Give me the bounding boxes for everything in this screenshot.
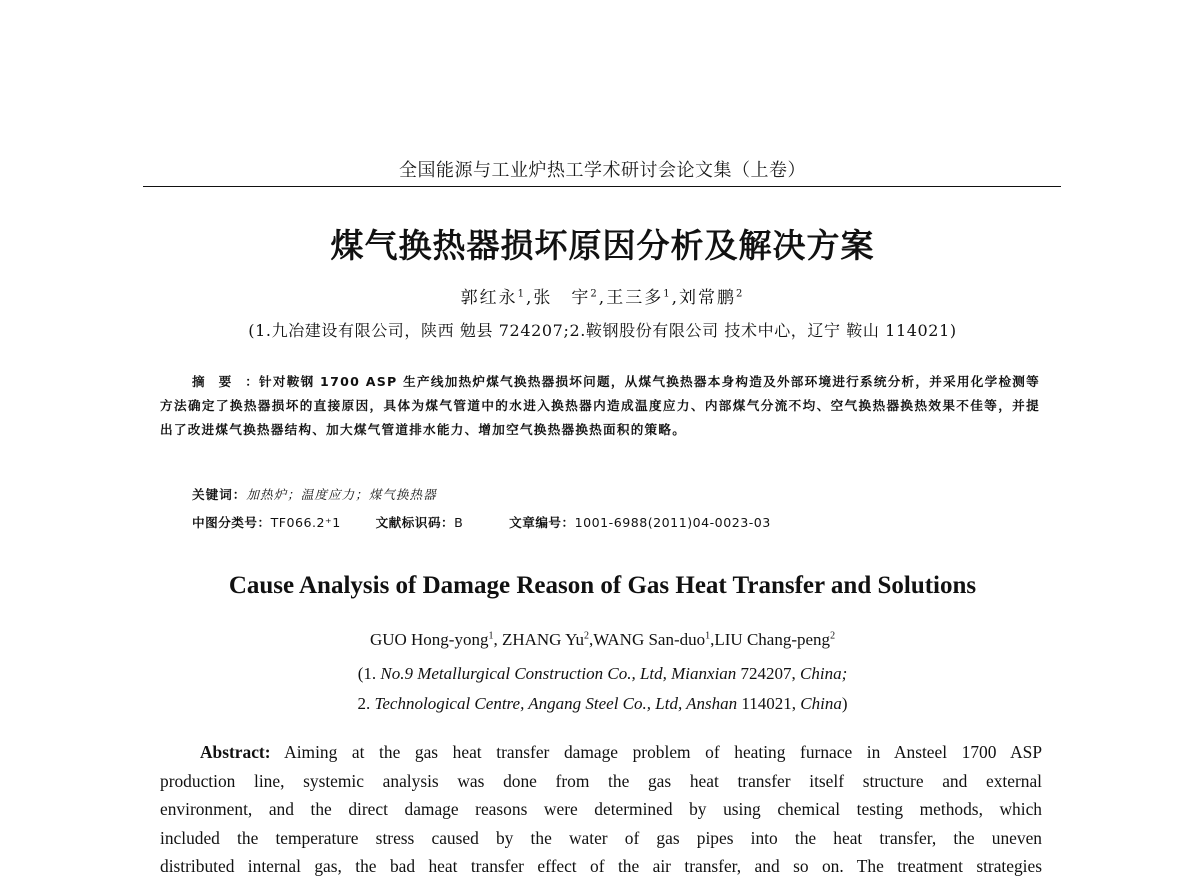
author-sup: 2 [583, 630, 589, 642]
clc-value: TF066.2⁺1 [270, 515, 341, 530]
author: LIU Chang-peng [714, 630, 831, 649]
affil-country: China [800, 694, 842, 713]
abstract-line: production line, systemic analysis was done from the gas heat transfer itself structure and external [160, 770, 1042, 791]
keywords-label: 关键词： [192, 487, 247, 502]
affil-prefix: 2. [357, 694, 375, 713]
author-sup: 1 [705, 630, 711, 642]
affil-suffix: ) [841, 694, 848, 713]
chinese-authors: 郭红永$^1$,张 宇$^2$,王三多$^1$,刘常鹏$^2$ [460, 288, 745, 308]
abstract-line: distributed internal gas, the bad heat transfer effect of the air transfer, and so on. The treatment strategies [160, 856, 1042, 876]
abstract-line: included the temperature stress caused by the water of gas pipes into the heat transfer, the uneven [160, 827, 1042, 848]
doc-code-label: 文献标识码： [375, 515, 455, 530]
english-affiliation-1 [145, 664, 1060, 684]
author-sup: 1 [517, 288, 527, 300]
author: 郭红永 [460, 288, 518, 308]
author-sup: 2 [590, 288, 599, 300]
abstract-line: environment, and the direct damage reasons were determined by using chemical testing methods, which [160, 799, 1042, 819]
chinese-title: 煤气换热器损坏原因分析及解决方案 [330, 226, 875, 265]
author: WANG San-duo [593, 630, 706, 649]
english-title: Cause Analysis of Damage Reason of Gas Heat Transfer and Solutions [228, 572, 977, 599]
abstract-label: Abstract: [200, 742, 271, 762]
author: 张 宇 [533, 288, 591, 308]
affil-institution: Technological Centre, Angang Steel Co., Ltd, Anshan [374, 694, 738, 713]
author-sup: 2 [735, 288, 745, 300]
header-rule [143, 186, 1061, 187]
chinese-abstract [160, 370, 1040, 442]
english-affiliation-2 [145, 694, 1060, 714]
author-sup: 2 [830, 630, 836, 642]
author-sup: 1 [663, 288, 672, 300]
abstract-label: 摘要 [192, 374, 246, 389]
english-abstract [160, 738, 1042, 881]
running-head: 全国能源与工业炉热工学术研讨会论文集（上卷） [399, 160, 806, 181]
author: 刘常鹏 [678, 288, 736, 308]
author: 王三多 [606, 288, 664, 308]
article-no-label: 文章编号： [509, 515, 575, 530]
article-no-value: 1001-6988(2011)04-0023-03 [574, 515, 771, 530]
doc-code-value: B [454, 515, 464, 530]
affil-prefix: (1. [357, 664, 381, 683]
abstract-line-text: Aiming at the gas heat transfer damage problem of heating furnace in Ansteel 1700 ASP [270, 742, 1042, 762]
abstract-line [160, 738, 1042, 767]
chinese-affiliation: (1.九冶建设有限公司，陕西 勉县 724207;2.鞍钢股份有限公司 技术中心，辽宁 鞍山 114021) [248, 321, 957, 340]
author: GUO Hong-yong [369, 630, 489, 649]
keywords-value: 加热炉；温度应力；煤气换热器 [246, 487, 437, 502]
english-authors: GUO Hong-yong$^1$, ZHANG Yu$^2$,WANG San-duo$^1$,LIU Chang-peng$^2$ [369, 630, 836, 649]
affil-postcode: 724207, [736, 664, 801, 683]
author-sup: 1 [488, 630, 494, 642]
clc-label: 中图分类号： [192, 515, 271, 530]
classification-line [192, 512, 771, 531]
abstract-text: ：针对鞍钢 1700 ASP 生产线加热炉煤气换热器损坏问题，从煤气换热器本身构造及外部环境进行系统分析，并采用化学检测等方法确定了换热器损坏的直接原因，具体为煤气管道中的水进入换热器内造成温度应力、内部煤气分流不均、空气换热器换热效果不佳等，并提出了改进煤气换热器结构、加大煤气管道排水能力、增加空气换热器换热面积的策略。 [160, 374, 1041, 437]
author: ZHANG Yu [501, 630, 584, 649]
affil-institution: No.9 Metallurgical Construction Co., Ltd, Mianxian [380, 664, 737, 683]
affil-postcode: 114021, [737, 694, 801, 713]
affil-country: China; [800, 664, 848, 683]
chinese-keywords [192, 484, 437, 503]
